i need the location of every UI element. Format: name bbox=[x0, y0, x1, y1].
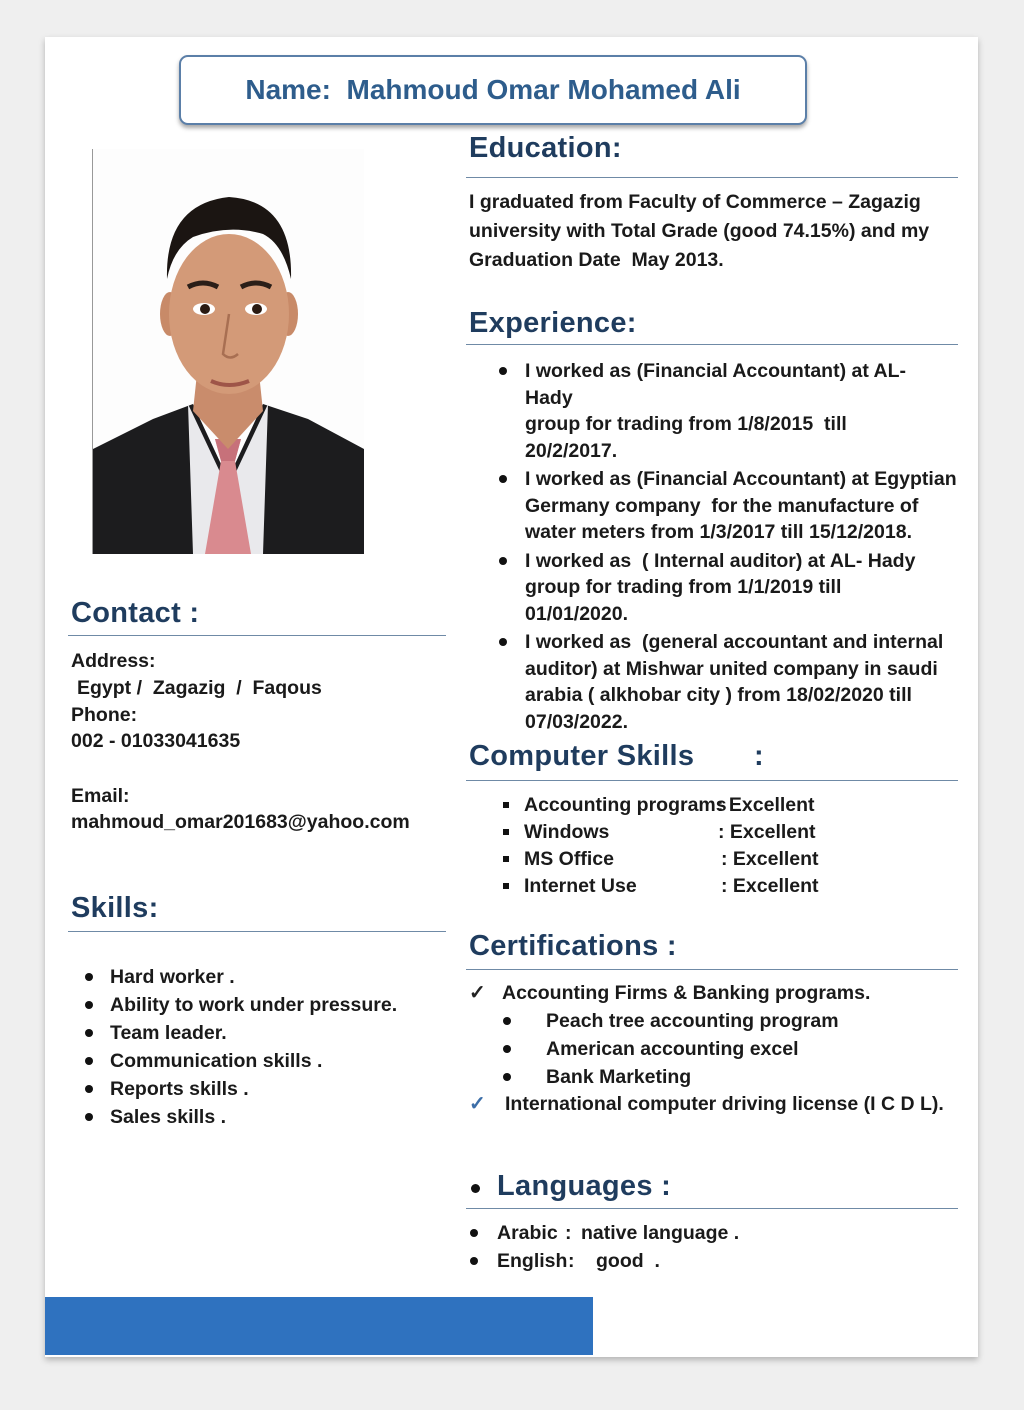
languages-rule bbox=[466, 1208, 958, 1209]
languages-heading: Languages : bbox=[497, 1170, 672, 1202]
name-value: Mahmoud Omar Mohamed Ali bbox=[346, 74, 741, 105]
certifications-heading: Certifications : bbox=[469, 930, 677, 962]
language-name: English bbox=[497, 1250, 568, 1272]
address-label: Address: bbox=[71, 650, 156, 672]
education-heading: Education: bbox=[469, 132, 622, 164]
bullet-icon bbox=[85, 1057, 93, 1065]
bullet-icon bbox=[499, 638, 507, 646]
footer-bar bbox=[45, 1297, 593, 1355]
list-item bbox=[470, 1248, 870, 1276]
experience-line: I worked as (general accountant and internal bbox=[525, 631, 944, 653]
bullet-icon bbox=[85, 1001, 93, 1009]
list-item: Sales skills . bbox=[85, 1104, 445, 1132]
certifications-rule bbox=[466, 969, 958, 970]
language-separator: : bbox=[568, 1250, 575, 1272]
skill-level: : Excellent bbox=[721, 875, 819, 897]
experience-line: auditor) at Mishwar united company in saudi bbox=[525, 657, 938, 680]
bullet-icon bbox=[470, 1257, 478, 1265]
education-line: I graduated from Faculty of Commerce – Zagazig bbox=[469, 191, 921, 213]
list-item bbox=[503, 846, 923, 873]
list-item bbox=[497, 358, 957, 464]
skill-level: : Excellent bbox=[717, 794, 815, 816]
languages-list bbox=[470, 1220, 870, 1276]
checkmark-icon: ✓ bbox=[469, 1093, 486, 1115]
contact-rule bbox=[68, 635, 446, 636]
square-bullet-icon bbox=[503, 883, 509, 889]
bullet-icon bbox=[499, 557, 507, 565]
experience-line: Germany company for the manufacture of bbox=[525, 494, 919, 517]
bullet-icon bbox=[85, 1029, 93, 1037]
experience-list bbox=[497, 358, 957, 735]
list-item: Hard worker . bbox=[85, 964, 445, 992]
list-item bbox=[503, 792, 923, 819]
certification-sub-list bbox=[503, 1008, 903, 1092]
name-label: Name: bbox=[245, 74, 331, 105]
experience-line: 20/2/2017. bbox=[525, 439, 618, 462]
experience-line: I worked as (Financial Accountant) at Egyptian bbox=[525, 468, 957, 490]
experience-heading: Experience: bbox=[469, 307, 637, 339]
list-item: Ability to work under pressure. bbox=[85, 992, 445, 1020]
bullet-icon bbox=[499, 475, 507, 483]
profile-photo bbox=[92, 149, 364, 554]
list-item: Reports skills . bbox=[85, 1076, 445, 1104]
bullet-icon bbox=[470, 1229, 478, 1237]
list-item bbox=[503, 873, 923, 900]
skill-name: Internet Use bbox=[524, 875, 637, 897]
checkmark-icon: ✓ bbox=[469, 982, 486, 1004]
skill-name: Windows bbox=[524, 821, 610, 843]
education-line: Graduation Date May 2013. bbox=[469, 249, 724, 271]
experience-line: 01/01/2020. bbox=[525, 602, 629, 625]
address-value: Egypt / Zagazig / Faqous bbox=[77, 677, 322, 699]
bullet-icon bbox=[499, 367, 507, 375]
skills-heading: Skills: bbox=[71, 892, 159, 924]
square-bullet-icon bbox=[503, 802, 509, 808]
computer-skills-list bbox=[503, 792, 923, 900]
list-item: Peach tree accounting program bbox=[503, 1008, 903, 1036]
skills-rule bbox=[68, 931, 446, 932]
education-text bbox=[469, 189, 949, 276]
certification-main-1: Accounting Firms & Banking programs. bbox=[502, 982, 871, 1004]
experience-line: group for trading from 1/1/2019 till bbox=[525, 576, 842, 598]
education-rule bbox=[466, 177, 958, 178]
list-item bbox=[497, 629, 957, 735]
list-item bbox=[497, 548, 957, 628]
bullet-icon bbox=[85, 1113, 93, 1121]
list-item bbox=[503, 819, 923, 846]
name-box bbox=[179, 55, 807, 125]
list-item: Bank Marketing bbox=[503, 1064, 903, 1092]
bullet-icon bbox=[471, 1184, 480, 1193]
contact-heading: Contact : bbox=[71, 597, 200, 629]
list-item: Team leader. bbox=[85, 1020, 445, 1048]
list-item: American accounting excel bbox=[503, 1036, 903, 1064]
skill-name: MS Office bbox=[524, 848, 614, 870]
experience-line: water meters from 1/3/2017 till 15/12/2018. bbox=[525, 521, 912, 543]
certification-main-2: International computer driving license (I C D L). bbox=[505, 1093, 944, 1115]
experience-rule bbox=[466, 344, 958, 345]
experience-line: group for trading from 1/8/2015 till bbox=[525, 413, 847, 435]
experience-line: arabia ( alkhobar city ) from 18/02/2020 till bbox=[525, 684, 912, 706]
education-line: university with Total Grade (good 74.15%) and my bbox=[469, 220, 930, 242]
list-item: Communication skills . bbox=[85, 1048, 445, 1076]
experience-line: 07/03/2022. bbox=[525, 710, 629, 733]
experience-line: I worked as ( Internal auditor) at AL- Hady bbox=[525, 549, 916, 572]
resume-page bbox=[45, 37, 978, 1357]
list-item bbox=[470, 1220, 870, 1248]
language-level: good . bbox=[596, 1250, 660, 1272]
computer-skills-colon: : bbox=[754, 740, 764, 772]
skill-level: : Excellent bbox=[718, 821, 816, 843]
bullet-icon bbox=[503, 1045, 511, 1053]
computer-skills-heading: Computer Skills bbox=[469, 740, 695, 772]
square-bullet-icon bbox=[503, 856, 509, 862]
bullet-icon bbox=[85, 973, 93, 981]
skill-level: : Excellent bbox=[721, 848, 819, 870]
bullet-icon bbox=[503, 1073, 511, 1081]
language-level: native language . bbox=[581, 1222, 740, 1244]
skill-name: Accounting programs bbox=[524, 794, 727, 816]
experience-line: I worked as (Financial Accountant) at AL- Hady bbox=[525, 360, 907, 409]
square-bullet-icon bbox=[503, 829, 509, 835]
list-item bbox=[497, 466, 957, 546]
email-label: Email: bbox=[71, 785, 130, 807]
phone-label: Phone: bbox=[71, 704, 138, 726]
computer-skills-rule bbox=[466, 780, 958, 781]
language-separator: : bbox=[565, 1222, 572, 1244]
bullet-icon bbox=[503, 1017, 511, 1025]
bullet-icon bbox=[85, 1085, 93, 1093]
email-value: mahmoud_omar201683@yahoo.com bbox=[71, 811, 410, 833]
language-name: Arabic bbox=[497, 1222, 558, 1244]
phone-value: 002 - 01033041635 bbox=[71, 730, 241, 752]
skills-list bbox=[85, 964, 445, 1132]
